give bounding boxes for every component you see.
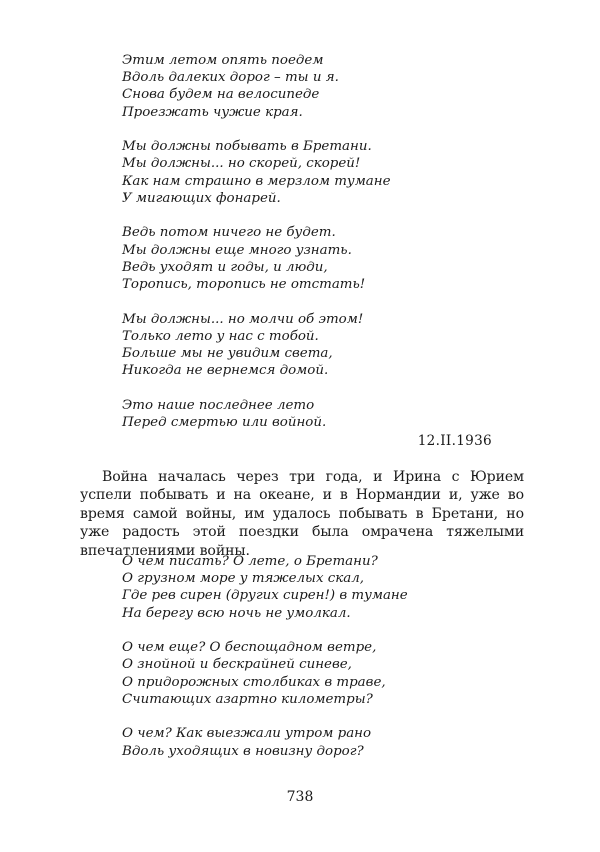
poem-line: О грузном море у тяжелых скал, (122, 571, 365, 587)
page-number: 738 (286, 789, 314, 805)
poem-line: О знойной и бескрайней синеве, (122, 657, 352, 673)
poem-line: О придорожных столбиках в траве, (122, 674, 386, 690)
poem-date: 12.II.1936 (417, 433, 492, 449)
poem-stanza (122, 138, 391, 207)
poem-line: У мигающих фонарей. (122, 190, 281, 206)
poem-line: Вдоль далеких дорог – ты и я. (122, 70, 339, 86)
prose-paragraph: Война началась через три года, и Ирина с Юрием успели побывать и на океане, и в Нормандии и, уже во время самой войны, им удалось побывать в Бретани, но уже радость этой поездки была омрачена тяжелыми впечатлениями войны. (80, 469, 524, 559)
poem-line: Считающих азартно километры? (122, 691, 373, 707)
poem-first (122, 52, 391, 431)
poem-line: Мы должны... но скорей, скорей! (122, 156, 361, 172)
poem-line: Мы должны побывать в Бретани. (122, 139, 372, 155)
poem-stanza (122, 311, 391, 380)
poem-line: Мы должны... но молчи об этом! (122, 311, 364, 327)
poem-stanza (122, 52, 391, 121)
poem-stanza (122, 397, 391, 431)
poem-stanza (122, 553, 408, 622)
poem-line: Никогда не вернемся домой. (122, 363, 329, 379)
poem-line: Это наше последнее лето (122, 397, 315, 413)
poem-line: О чем писать? О лете, о Бретани? (122, 554, 378, 569)
poem-line: О чем еще? О беспощадном ветре, (122, 640, 377, 656)
poem-line: Торопись, торопись не отстать! (122, 277, 366, 293)
poem-line: Как нам страшно в мерзлом тумане (122, 173, 391, 189)
poem-line: Ведь уходят и годы, и люди, (122, 259, 328, 275)
poem-line: О чем? Как выезжали утром рано (122, 726, 372, 742)
poem-line: Перед смертью или войной. (122, 415, 327, 431)
poem-line: Ведь потом ничего не будет. (122, 225, 336, 241)
poem-line: Мы должны еще много узнать. (122, 242, 352, 258)
poem-line: Проезжать чужие края. (122, 104, 303, 120)
poem-line: На берегу всю ночь не умолкал. (122, 605, 351, 621)
poem-stanza (122, 639, 408, 708)
poem-line: Этим летом опять поедем (122, 53, 324, 68)
poem-line: Где рев сирен (других сирен!) в тумане (122, 588, 408, 604)
poem-line: Только лето у нас с тобой. (122, 328, 319, 344)
poem-line: Больше мы не увидим света, (122, 346, 333, 362)
poem-stanza (122, 725, 408, 759)
poem-line: Снова будем на велосипеде (122, 87, 320, 103)
poem-second (122, 553, 408, 760)
poem-stanza (122, 224, 391, 293)
poem-line: Вдоль уходящих в новизну дорог? (122, 743, 364, 759)
